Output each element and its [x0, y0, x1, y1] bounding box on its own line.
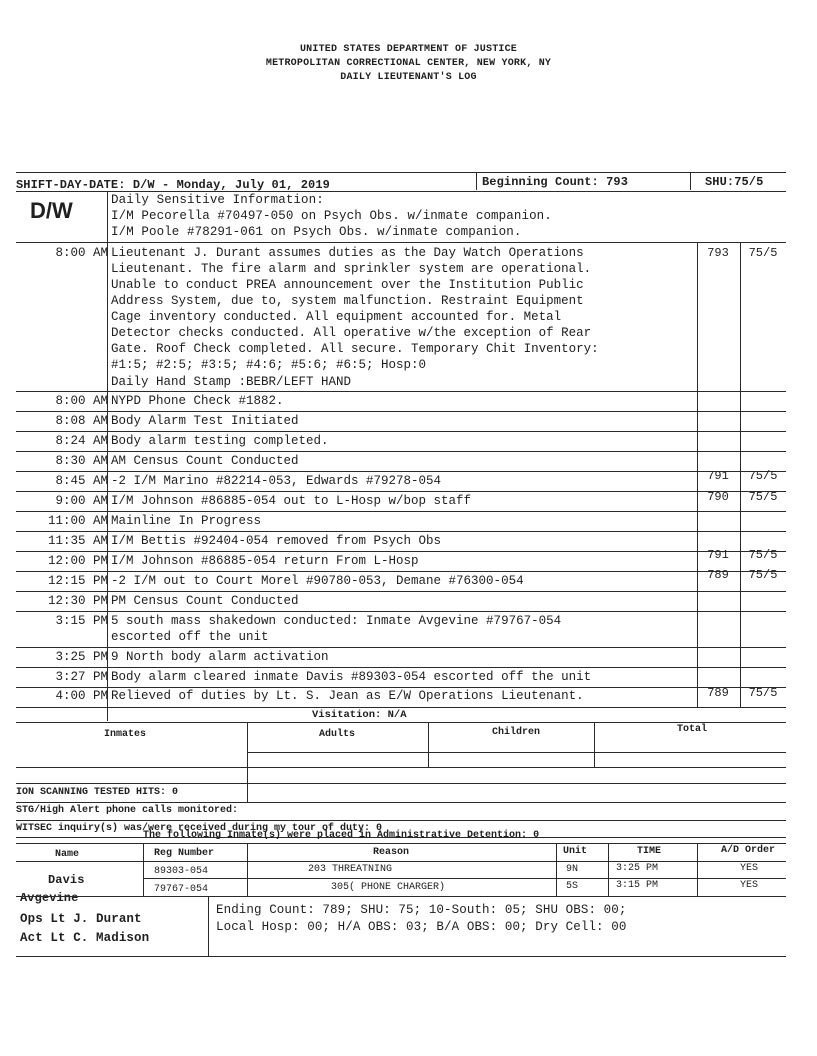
header-title: DAILY LIEUTENANT'S LOG	[340, 72, 477, 83]
log-count: 789	[707, 568, 729, 582]
beginning-count: Beginning Count: 793	[482, 175, 629, 189]
log-time: 8:45 AM	[55, 474, 108, 488]
log-entry: Body alarm testing completed.	[111, 434, 329, 448]
ad-row-reg: 89303-054	[154, 866, 209, 877]
ion-scanning: ION SCANNING TESTED HITS: 0	[16, 787, 179, 798]
log-time: 12:30 PM	[47, 594, 108, 608]
log-entry-line: Detector checks conducted. All operative w/the exception of Rear	[111, 326, 592, 340]
ad-row-order: YES	[740, 863, 759, 874]
visitation-col-total: Total	[677, 724, 708, 735]
log-time: 3:15 PM	[55, 614, 108, 628]
log-entry: Body alarm cleared inmate Davis #89303-054 escorted off the unit	[111, 670, 592, 684]
log-time: 11:00 AM	[47, 514, 108, 528]
ad-row-name: Davis	[48, 873, 85, 887]
log-time: 8:24 AM	[55, 434, 108, 448]
ad-header-order: A/D Order	[721, 845, 776, 856]
ad-row-reason: 203 THREATNING	[308, 864, 393, 875]
header-facility: METROPOLITAN CORRECTIONAL CENTER, NEW YORK, NY	[265, 58, 552, 69]
log-time: 3:27 PM	[55, 670, 108, 684]
log-time: 12:15 PM	[47, 574, 108, 588]
ad-row-name: Avgevine	[20, 891, 79, 905]
shift-shu-count: SHU:75/5	[705, 175, 764, 189]
log-entry-line: Lieutenant. The fire alarm and sprinkler system are operational.	[111, 262, 592, 276]
log-entry-line: Daily Hand Stamp :BEBR/LEFT HAND	[111, 375, 352, 389]
ad-header-reg: Reg Number	[154, 848, 215, 859]
shift-code: D/W	[30, 198, 73, 223]
ad-row-reg: 79767-054	[154, 884, 209, 895]
visitation-col-inmates: Inmates	[104, 729, 147, 740]
log-entry: 5 south mass shakedown conducted: Inmate Avgevine #79767-054	[111, 614, 562, 628]
log-entry: I/M Johnson #86885-054 return From L-Hosp	[111, 554, 419, 568]
ad-row-reason: 305( PHONE CHARGER)	[331, 882, 446, 893]
log-time: 4:00 PM	[55, 689, 108, 703]
log-entry: Relieved of duties by Lt. S. Jean as E/W Operations Lieutenant.	[111, 689, 584, 703]
ad-header-reason: Reason	[373, 847, 410, 858]
log-entry: AM Census Count Conducted	[111, 454, 299, 468]
log-shu: 75/5	[748, 490, 778, 504]
log-entry: NYPD Phone Check #1882.	[111, 394, 284, 408]
log-entry: I/M Bettis #92404-054 removed from Psych Obs	[111, 534, 442, 548]
log-entry-line: Lieutenant J. Durant assumes duties as the Day Watch Operations	[111, 246, 584, 260]
ad-row-unit: 9N	[566, 864, 579, 875]
ad-header-unit: Unit	[563, 846, 588, 857]
log-time: 3:25 PM	[55, 650, 108, 664]
log-entry-line: Address System, due to, system malfunction. Restraint Equipment	[111, 294, 584, 308]
log-entry-continued: escorted off the unit	[111, 630, 269, 644]
header-agency: UNITED STATES DEPARTMENT OF JUSTICE	[299, 44, 518, 55]
ad-row-time: 3:15 PM	[616, 880, 659, 891]
admin-detention-title: The following Inmate(s) were placed in Administrative Detention: 0	[143, 830, 540, 841]
ad-header-time: TIME	[637, 846, 662, 857]
log-entry: I/M Johnson #86885-054 out to L-Hosp w/bop staff	[111, 494, 472, 508]
log-entry: -2 I/M Marino #82214-053, Edwards #79278-054	[111, 474, 442, 488]
ending-count-line: Ending Count: 789; SHU: 75; 10-South: 05; SHU OBS: 00;	[216, 903, 627, 917]
log-shu: 75/5	[748, 469, 778, 483]
log-shu: 75/5	[748, 568, 778, 582]
log-count: 791	[707, 548, 729, 562]
log-time: 8:00 AM	[55, 246, 108, 260]
visitation-title: Visitation: N/A	[312, 709, 407, 721]
ops-lieutenant: Ops Lt J. Durant	[20, 912, 142, 926]
log-time: 8:30 AM	[55, 454, 108, 468]
stg-high-alert: STG/High Alert phone calls monitored:	[16, 805, 239, 816]
log-shu: 75/5	[748, 246, 778, 260]
shift-day-date: SHIFT-DAY-DATE: D/W - Monday, July 01, 2019	[16, 178, 330, 192]
log-count: 791	[707, 469, 729, 483]
log-entry-line: #1:5; #2:5; #3:5; #4:6; #5:6; #6:5; Hosp:0	[111, 358, 427, 372]
log-entry: 9 North body alarm activation	[111, 650, 329, 664]
sensitive-line: I/M Pecorella #70497-050 on Psych Obs. w/inmate companion.	[111, 209, 552, 223]
log-entry: Body Alarm Test Initiated	[111, 414, 299, 428]
log-count: 793	[707, 246, 729, 260]
log-time: 9:00 AM	[55, 494, 108, 508]
visitation-col-adults: Adults	[319, 729, 356, 740]
log-time: 11:35 AM	[47, 534, 108, 548]
acting-lieutenant: Act Lt C. Madison	[20, 931, 150, 945]
log-shu: 75/5	[748, 548, 778, 562]
ad-header-name: Name	[55, 849, 80, 860]
witsec-inquiry: WITSEC inquiry(s) was/were received during my tour of duty: 0	[16, 823, 383, 834]
log-entry-line: Cage inventory conducted. All equipment accounted for. Metal	[111, 310, 562, 324]
ad-row-unit: 5S	[566, 881, 579, 892]
log-time: 12:00 PM	[47, 554, 108, 568]
sensitive-title: Daily Sensitive Information:	[111, 193, 324, 207]
log-time: 8:00 AM	[55, 394, 108, 408]
log-entry: Mainline In Progress	[111, 514, 262, 528]
ending-count-line: Local Hosp: 00; H/A OBS: 03; B/A OBS: 00; Dry Cell: 00	[216, 920, 627, 934]
log-entry: PM Census Count Conducted	[111, 594, 299, 608]
log-entry: -2 I/M out to Court Morel #90780-053, Demane #76300-054	[111, 574, 524, 588]
log-entry-line: Unable to conduct PREA announcement over the Institution Public	[111, 278, 584, 292]
ad-row-order: YES	[740, 880, 759, 891]
log-count: 790	[707, 490, 729, 504]
log-time: 8:08 AM	[55, 414, 108, 428]
visitation-col-children: Children	[492, 727, 541, 738]
log-shu: 75/5	[748, 686, 778, 700]
log-entry-line: Gate. Roof Check completed. All secure. Temporary Chit Inventory:	[111, 342, 599, 356]
ad-row-time: 3:25 PM	[616, 863, 659, 874]
log-count: 789	[707, 686, 729, 700]
sensitive-line: I/M Poole #78291-061 on Psych Obs. w/inmate companion.	[111, 225, 522, 239]
